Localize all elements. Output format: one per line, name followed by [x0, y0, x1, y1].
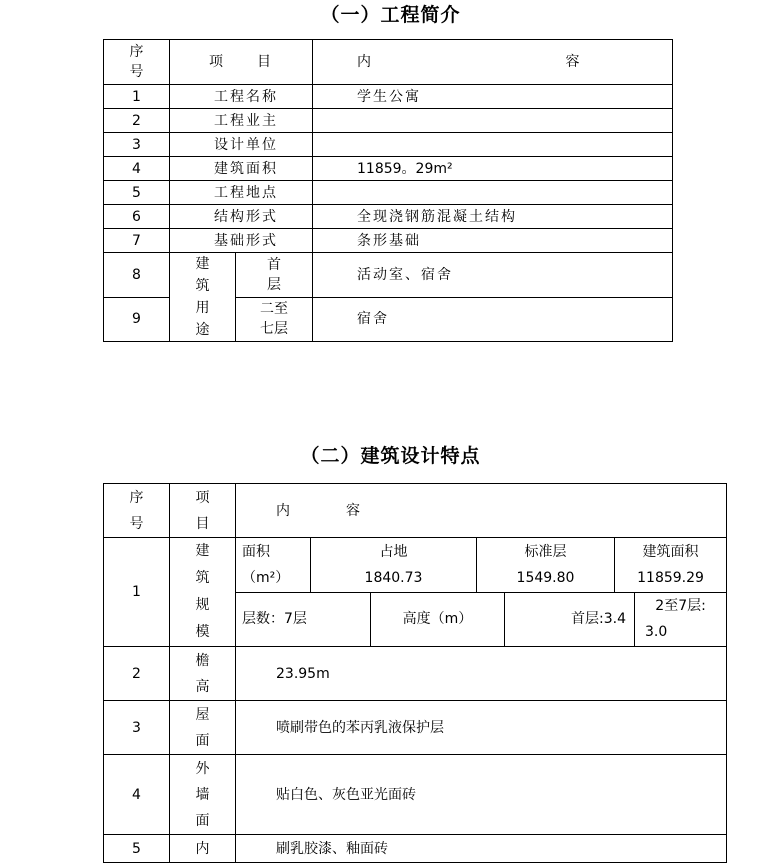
row-item: 屋 面 — [170, 701, 236, 755]
row-value: 学生公寓 — [313, 85, 673, 109]
upper-floors-height: 2至7层: 3.0 — [635, 592, 727, 647]
row-value: 11859。29m² — [313, 157, 673, 181]
row-no: 7 — [104, 229, 170, 253]
floor-count: 层数：7层 — [236, 592, 371, 647]
row-no: 2 — [104, 647, 170, 701]
floor-label: 二至 七层 — [236, 297, 313, 342]
row-value: 23.95m — [236, 647, 727, 701]
row-no: 5 — [104, 835, 170, 863]
table-header-row — [104, 40, 673, 85]
row-no: 5 — [104, 181, 170, 205]
row-value — [313, 109, 673, 133]
row-no: 3 — [104, 701, 170, 755]
table-row — [104, 701, 727, 755]
section1-title: （一）工程简介 — [320, 4, 461, 26]
table-row — [104, 647, 727, 701]
row-item: 内 — [170, 835, 236, 863]
section2-title: （二）建筑设计特点 — [300, 445, 481, 467]
row-no: 4 — [104, 755, 170, 835]
table-row — [104, 538, 727, 593]
table-row — [104, 205, 673, 229]
height-label: 高度（m） — [371, 592, 505, 647]
project-overview-table — [103, 39, 673, 342]
row-item: 基础形式 — [170, 229, 313, 253]
table-header-row — [104, 484, 727, 538]
table-row — [104, 181, 673, 205]
total-area-cell: 建筑面积 11859.29 — [615, 538, 727, 593]
row-no: 8 — [104, 253, 170, 298]
row-no: 2 — [104, 109, 170, 133]
table-row — [104, 133, 673, 157]
header-item: 项 目 — [170, 40, 313, 85]
design-features-table — [103, 483, 727, 863]
header-content: 内 容 — [313, 40, 673, 85]
row-no: 9 — [104, 297, 170, 342]
header-no: 序号 — [104, 40, 170, 85]
row-no: 6 — [104, 205, 170, 229]
row-value: 贴白色、灰色亚光面砖 — [236, 755, 727, 835]
row-value: 条形基础 — [313, 229, 673, 253]
table-row — [104, 835, 727, 863]
row-value — [313, 181, 673, 205]
row-value: 宿舍 — [313, 297, 673, 342]
first-floor-height: 首层:3.4 — [505, 592, 635, 647]
row-item: 建 筑 规 模 — [170, 538, 236, 647]
usage-label: 建 筑 用 途 — [170, 253, 236, 342]
row-item: 工程名称 — [170, 85, 313, 109]
row-value: 喷刷带色的苯丙乳液保护层 — [236, 701, 727, 755]
header-content: 内 容 — [236, 484, 727, 538]
area-label: 面积 （m²） — [236, 538, 311, 593]
row-item: 工程业主 — [170, 109, 313, 133]
row-no: 1 — [104, 85, 170, 109]
row-no: 4 — [104, 157, 170, 181]
row-value: 刷乳胶漆、釉面砖 — [236, 835, 727, 863]
row-no: 3 — [104, 133, 170, 157]
table-row — [104, 755, 727, 835]
table-row — [104, 157, 673, 181]
row-no: 1 — [104, 538, 170, 647]
row-item: 檐 高 — [170, 647, 236, 701]
footprint-cell: 占地 1840.73 — [311, 538, 477, 593]
row-value: 活动室、宿舍 — [313, 253, 673, 298]
table-row — [104, 253, 673, 298]
header-item: 项 目 — [170, 484, 236, 538]
standard-floor-cell: 标准层 1549.80 — [477, 538, 615, 593]
row-item: 结构形式 — [170, 205, 313, 229]
header-no: 序 号 — [104, 484, 170, 538]
row-value: 全现浇钢筋混凝土结构 — [313, 205, 673, 229]
row-value — [313, 133, 673, 157]
row-item: 外 墙 面 — [170, 755, 236, 835]
table-row — [104, 85, 673, 109]
row-item: 工程地点 — [170, 181, 313, 205]
table-row — [104, 109, 673, 133]
row-item: 建筑面积 — [170, 157, 313, 181]
table-row — [104, 229, 673, 253]
floor-label: 首 层 — [236, 253, 313, 298]
row-item: 设计单位 — [170, 133, 313, 157]
